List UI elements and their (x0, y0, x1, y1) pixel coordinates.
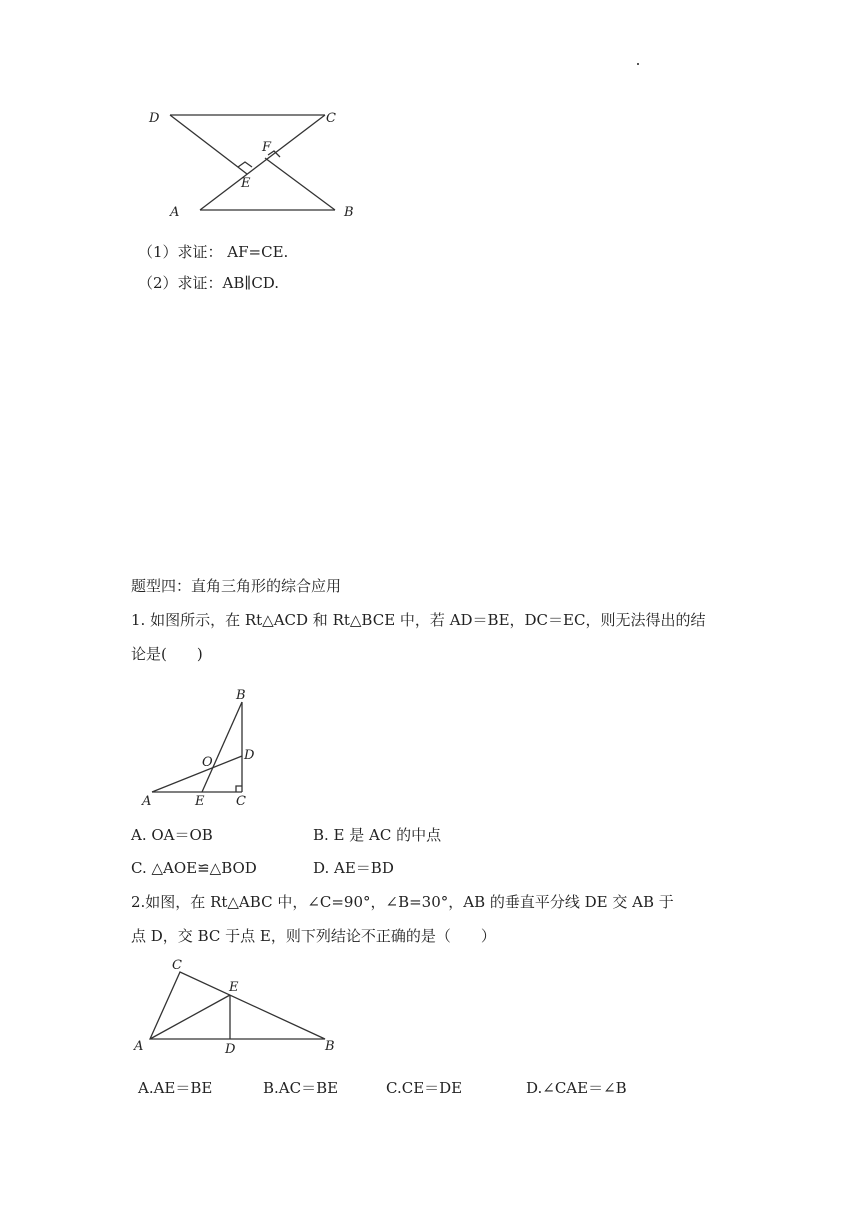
prev-question-2: （2）求证：AB∥CD. (138, 274, 280, 292)
label-c: C (172, 958, 182, 973)
right-angle-mark-e (238, 162, 252, 167)
problem-1-option-d: D. AE＝BD (313, 859, 394, 877)
right-angle-mark-c (236, 786, 242, 792)
figure-3-diagram (130, 955, 350, 1055)
problem-1-line-1: 1. 如图所示，在 Rt△ACD 和 Rt△BCE 中，若 AD＝BE，DC＝EC，则无法得出的结 (131, 611, 706, 629)
problem-1-option-b: B. E 是 AC 的中点 (313, 826, 442, 844)
problem-1-option-a: A. OA＝OB (131, 826, 213, 844)
label-d: D (244, 748, 255, 763)
label-c: C (236, 794, 246, 809)
segment-ac (200, 115, 325, 210)
segment-bf (265, 158, 335, 210)
label-a: A (142, 794, 152, 809)
label-a: A (134, 1039, 144, 1054)
figure-2-diagram (140, 685, 260, 810)
prev-question-1: （1）求证： AF=CE. (138, 243, 289, 261)
problem-2-option-d: D.∠CAE＝∠B (526, 1079, 627, 1097)
segment-ae (150, 995, 230, 1039)
label-d: D (225, 1042, 236, 1055)
segment-de (170, 115, 247, 174)
segment-ad (152, 756, 242, 792)
label-o: O (202, 755, 213, 770)
label-a: A (170, 205, 180, 220)
label-b: B (236, 688, 246, 703)
section-title: 题型四：直角三角形的综合应用 (131, 577, 342, 595)
problem-2-line-1: 2.如图，在 Rt△ABC 中，∠C=90°，∠B=30°，AB 的垂直平分线 DE 交 AB 于 (131, 893, 674, 911)
problem-2-option-c: C.CE＝DE (386, 1079, 463, 1097)
page-dot (637, 63, 639, 65)
label-e: E (229, 980, 239, 995)
problem-1-line-2: 论是( ) (131, 645, 203, 663)
problem-2-option-b: B.AC＝BE (263, 1079, 339, 1097)
problem-2-option-a: A.AE＝BE (138, 1079, 213, 1097)
label-f: F (262, 140, 272, 155)
segment-eb (202, 702, 242, 792)
label-e: E (195, 794, 205, 809)
label-b: B (344, 205, 354, 220)
label-e: E (241, 176, 251, 191)
label-c: C (326, 111, 336, 126)
problem-2-line-2: 点 D，交 BC 于点 E，则下列结论不正确的是（ ） (131, 927, 496, 945)
problem-1-option-c: C. △AOE≌△BOD (131, 859, 257, 877)
label-d: D (149, 111, 160, 126)
label-b: B (325, 1039, 335, 1054)
figure-1-diagram (140, 100, 370, 225)
